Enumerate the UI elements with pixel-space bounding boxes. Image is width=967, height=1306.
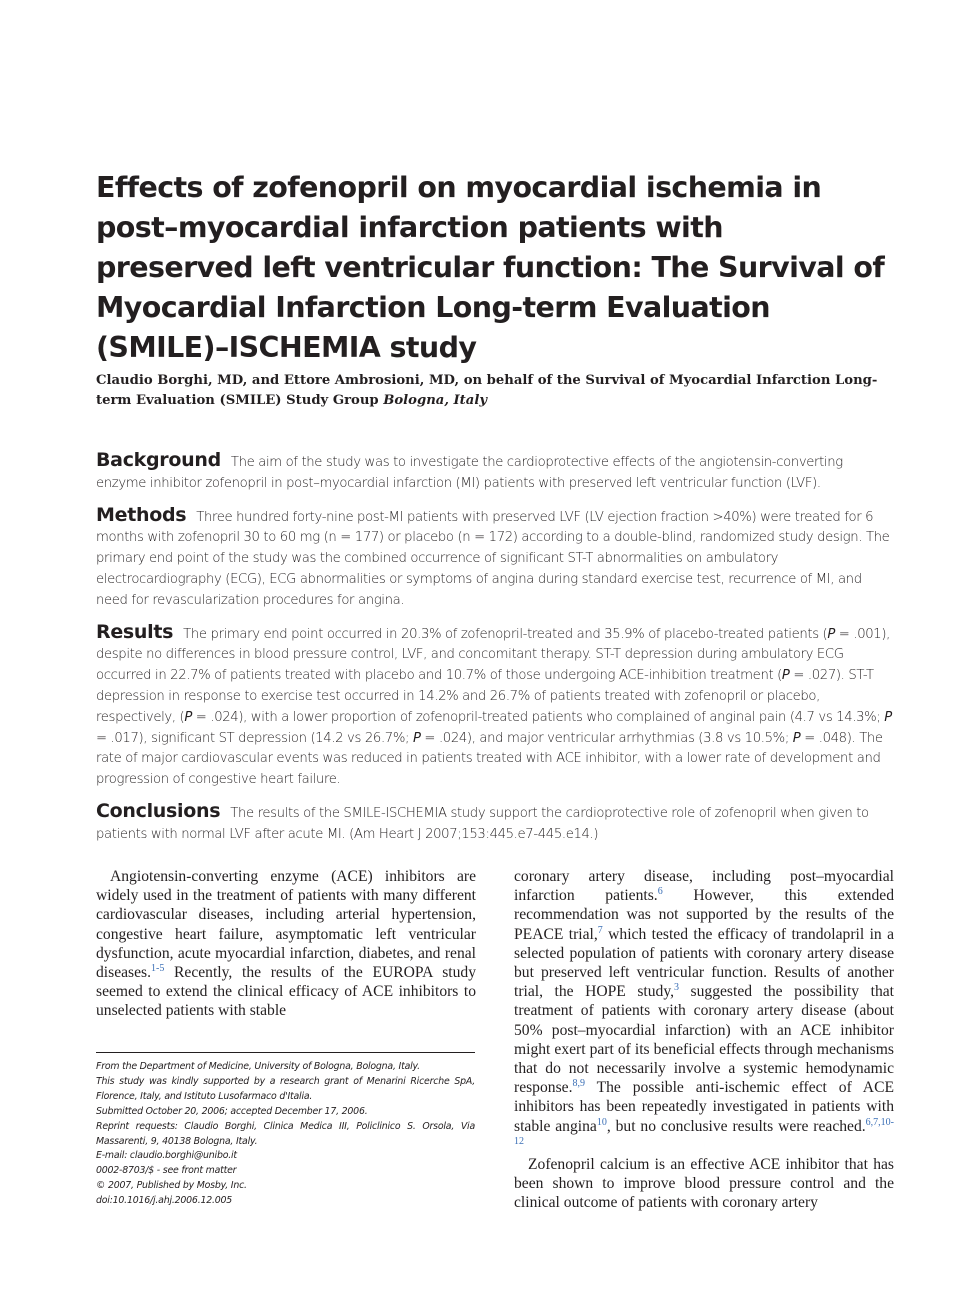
- p-value-symbol: P: [781, 668, 790, 684]
- author-location: Bologna, Italy: [383, 393, 487, 408]
- methods-heading: Methods: [96, 503, 187, 526]
- p-value-symbol: P: [412, 730, 421, 746]
- abstract-methods: [96, 505, 896, 612]
- p-value-symbol: P: [792, 730, 801, 746]
- p-value-symbol: P: [827, 626, 835, 642]
- p-value-symbol: P: [884, 709, 892, 725]
- conclusions-text: The results of the SMILE-ISCHEMIA study support the cardioprotective role of zofenopril when given to patients with normal LVF after acute MI. (Am Heart J 2007;153:445.e7-445.e14.): [96, 805, 869, 842]
- background-text: The aim of the study was to investigate the cardioprotective effects of the angiotensin-converting enzyme inhibitor zofenopril in post–myocardial infarction (MI) patients with preserved left ventricular function (LVF).: [96, 455, 843, 491]
- body-column-left: [96, 867, 476, 1021]
- footnote-dates: Submitted October 20, 2006; accepted December 17, 2006.: [96, 1105, 368, 1117]
- citation-link[interactable]: 6,7,10-12: [514, 1116, 894, 1147]
- results-text-2: = .001), despite no differences in blood pressure control, LVF, and concomitant therapy. ST-T depression during ambulatory ECG occurred in 22.7% of patients treated with placebo and 10.7% of those undergoing ACE-inhibition treatment (: [96, 626, 890, 684]
- footnote-email: E-mail: claudio.borghi@unibo.it: [96, 1150, 237, 1162]
- citation-link[interactable]: 10: [596, 1116, 607, 1128]
- footnote-funding: This study was kindly supported by a research grant of Menarini Ricerche SpA, Florence, Italy, and Istituto Lusofarmaco d'Italia.: [96, 1075, 475, 1102]
- article-title: Effects of zofenopril on myocardial ischemia in post–myocardial infarction patients with preserved left ventricular function: The Survival of Myocardial Infarction Long-term Evaluation (SMILE)–ISCHEMIA study: [96, 171, 885, 364]
- results-heading: Results: [96, 620, 174, 643]
- abstract-background: [96, 450, 896, 495]
- p-value-symbol: P: [184, 709, 192, 725]
- abstract: [96, 450, 896, 856]
- citation-link[interactable]: 8,9: [572, 1078, 585, 1090]
- citation-link[interactable]: 1-5: [151, 962, 165, 974]
- body-paragraph: [96, 867, 476, 1021]
- footnote-divider: [96, 1052, 475, 1053]
- author-names: Claudio Borghi, MD, and Ettore Ambrosioni, MD, on behalf of the Survival of Myocardial Infarction Long-term Evaluation (SMILE) Study Group: [96, 373, 878, 408]
- conclusions-heading: Conclusions: [96, 799, 221, 822]
- footnote-reprints: Reprint requests: Claudio Borghi, Clinica Medica III, Policlinico S. Orsola, Via Massarenti, 9, 40138 Bologna, Italy.: [96, 1120, 475, 1147]
- footnote-copyright: © 2007, Published by Mosby, Inc.: [96, 1180, 247, 1192]
- footnote-doi: doi:10.1016/j.ahj.2006.12.005: [96, 1195, 233, 1207]
- results-text-7: = .048). The rate of major cardiovascular events was reduced in patients treated with ACE inhibitor, with a lower rate of development and progression of congestive heart failure.: [96, 730, 883, 788]
- citation-link[interactable]: 6: [657, 886, 663, 898]
- abstract-results: [96, 622, 896, 791]
- body-text: Angiotensin-converting enzyme (ACE) inhibitors are widely used in the treatment of patients with many different cardiovascular diseases, including arterial hypertension, congestive heart failure, asymptomatic left ventricular dysfunction, acute myocardial infarction, diabetes, and renal diseases.: [96, 868, 476, 982]
- footnotes: [96, 1060, 475, 1209]
- body-text: coronary artery disease, including post–myocardial infarction patients.: [514, 868, 894, 905]
- results-text-4: = .024), with a lower proportion of zofenopril-treated patients who complained of anginal pain (4.7 vs 14.3%;: [191, 709, 885, 725]
- results-text-1: The primary end point occurred in 20.3% of zofenopril-treated and 35.9% of placebo-treated patients (: [183, 626, 828, 642]
- footnote-affiliation: From the Department of Medicine, University of Bologna, Bologna, Italy.: [96, 1061, 420, 1072]
- abstract-conclusions: [96, 801, 896, 846]
- author-line: [96, 371, 896, 411]
- footnote-issn: 0002-8703/$ - see front matter: [96, 1165, 237, 1177]
- results-text-5: = .017), significant ST depression (14.2 vs 26.7%;: [96, 730, 413, 746]
- citation-link[interactable]: 7: [597, 924, 603, 936]
- body-paragraph: Zofenopril calcium is an effective ACE inhibitor that has been shown to improve blood pressure control and the clinical outcome of patients with coronary artery: [514, 1156, 894, 1212]
- citation-link[interactable]: 3: [674, 982, 680, 994]
- results-text-3: = .027). ST-T depression in response to exercise test occurred in 14.2% and 26.7% of patients treated with zofenopril or placebo, respectively, (: [96, 668, 874, 725]
- body-text: , but no conclusive results were reached.: [606, 1117, 866, 1135]
- background-heading: Background: [96, 449, 221, 471]
- methods-text: Three hundred forty-nine post-MI patients with preserved LVF (LV ejection fraction >40%) were treated for 6 months with zofenopril 30 to 60 mg (n = 177) or placebo (n = 172) according to a double-blind, randomized study design. The primary end point of the study was the combined occurrence of significant ST-T abnormalities on ambulatory electrocardiography (ECG), ECG abnormalities or symptoms of angina during standard exercise test, recurrence of MI, and need for revascularization procedures for angina.: [96, 509, 890, 608]
- results-text-6: = .024), and major ventricular arrhythmias (3.8 vs 10.5%;: [420, 730, 793, 746]
- body-paragraph: [514, 867, 894, 1155]
- body-text: suggested the possibility that treatment of patients with coronary artery disease (about 50% post–myocardial infarction) with an ACE inhibitor might exert part of its beneficial effects through mechanisms that do not necessarily involve a systemic hemodynamic response.: [514, 983, 895, 1097]
- body-text: The possible anti-ischemic effect of ACE inhibitors has been repeatedly investigated in patients with stable angina: [514, 1079, 894, 1135]
- body-text: Recently, the results of the EUROPA study seemed to extend the clinical efficacy of ACE inhibitors to unselected patients with stable: [96, 964, 476, 1020]
- body-text: However, this extended recommendation was not supported by the results of the PEACE trial,: [514, 887, 894, 943]
- body-column-right: [514, 867, 894, 1213]
- body-text: which tested the efficacy of trandolapril in a selected population of patients with coronary artery disease but preserved left ventricular function. Results of another trial, the HOPE study,: [514, 925, 894, 1001]
